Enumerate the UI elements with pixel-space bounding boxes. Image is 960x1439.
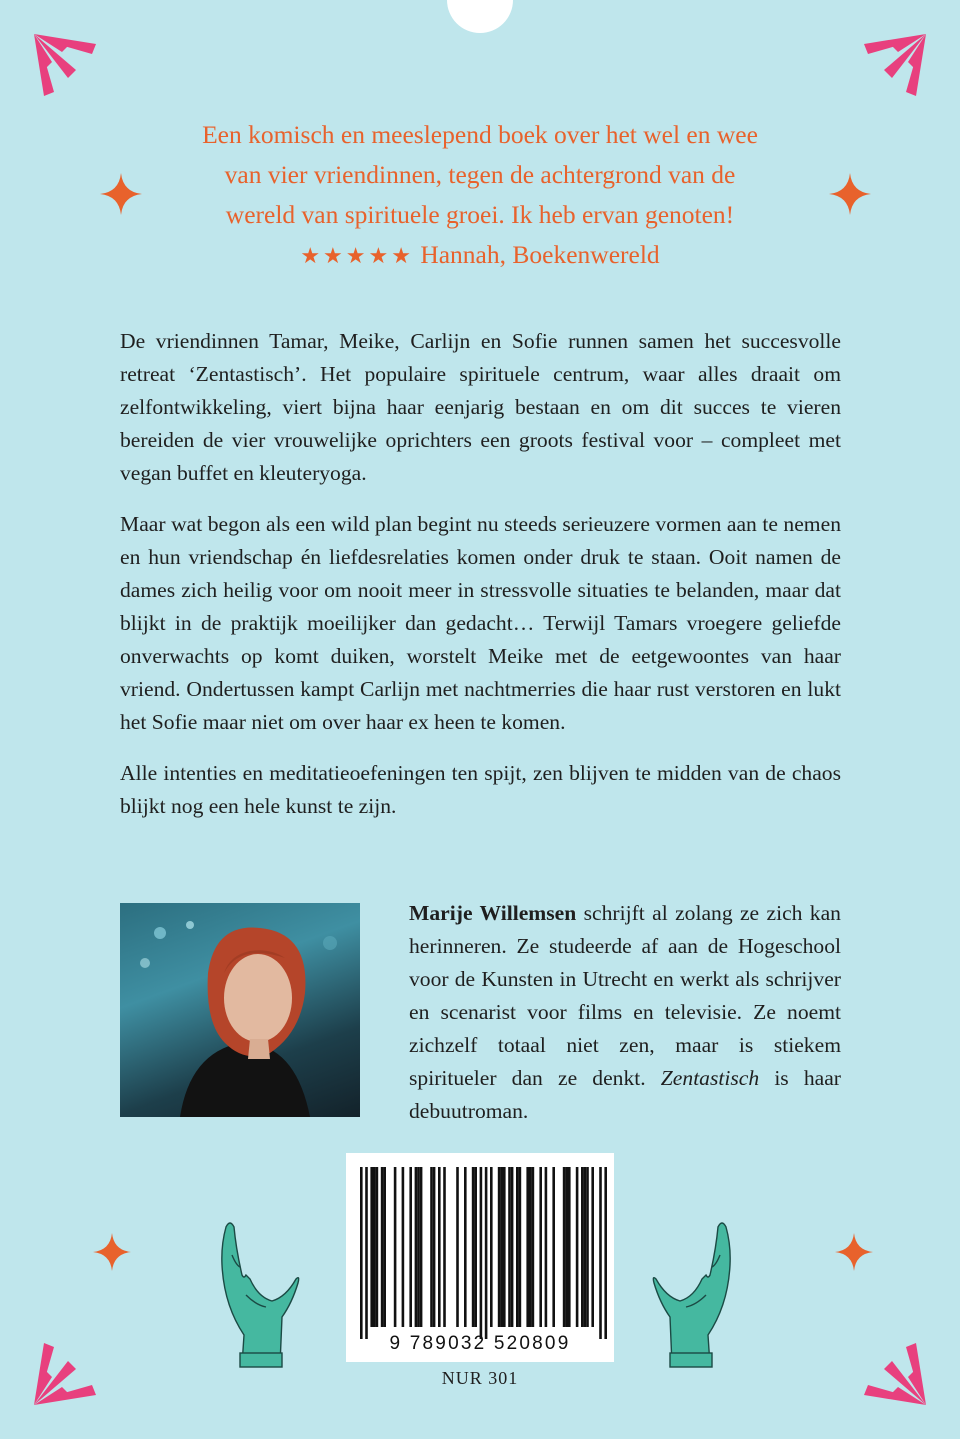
barcode-bar xyxy=(420,1167,423,1327)
barcode-bar xyxy=(599,1167,602,1339)
barcode-bar xyxy=(443,1167,446,1327)
barcode-bar xyxy=(438,1167,441,1327)
open-hand-icon-left xyxy=(212,1205,300,1370)
barcode-bar xyxy=(417,1167,420,1327)
barcode-bar xyxy=(591,1167,594,1327)
author-photo xyxy=(120,903,360,1117)
star-rating: ★★★★★ xyxy=(300,243,414,268)
blurb-paragraph-2: Maar wat begon als een wild plan begint nu steeds serieuzere vormen aan te nemen en hun vriendschap én liefdesrelaties komen onder druk te staan. Ooit namen de dames zich heilig voor om nooit meer in stressvolle situaties te belanden, maar dat blijkt in de praktijk moeilijker dan gedacht… Terwijl Tamars vroegere geliefde onverwachts op komt duiken, worstelt Meike met de eetgewoontes van haar vriend. Ondertussen kampt Carlijn met nachtmerries die haar rust verstoren en lukt het Sofie maar niet om over haar ex heen te komen. xyxy=(120,512,841,734)
barcode-bar xyxy=(376,1167,379,1327)
barcode-bar xyxy=(456,1167,459,1327)
blurb-paragraph-3: Alle intenties en meditatieoefeningen ten spijt, zen blijven te midden van de chaos blijkt nog een hele kunst te zijn. xyxy=(120,761,841,818)
author-bio-ending: is haar debuutroman. xyxy=(409,1066,841,1123)
barcode-bar xyxy=(464,1167,467,1327)
barcode-bar xyxy=(370,1167,373,1327)
barcode-bars xyxy=(346,1153,614,1362)
barcode-bar xyxy=(472,1167,475,1327)
barcode-bar xyxy=(490,1167,493,1327)
barcode-bar xyxy=(485,1167,488,1339)
four-point-star-icon-bottom-right xyxy=(835,1233,873,1271)
quote-line-2: van vier vriendinnen, tegen de achtergrond van de xyxy=(224,160,736,189)
barcode-bar xyxy=(415,1167,418,1327)
book-title: Zentastisch xyxy=(660,1066,760,1090)
book-blurb xyxy=(120,325,841,841)
barcode-bar xyxy=(381,1167,384,1327)
barcode-bar xyxy=(433,1167,436,1327)
author-bio xyxy=(409,897,841,1128)
barcode-bar xyxy=(565,1167,568,1327)
barcode-bar xyxy=(503,1167,506,1327)
quote-attribution-line xyxy=(120,235,840,276)
barcode-bar xyxy=(402,1167,405,1327)
hang-tab-notch xyxy=(447,0,513,33)
barcode-bar xyxy=(584,1167,587,1327)
open-hand-icon-right xyxy=(652,1205,740,1370)
barcode-bar xyxy=(409,1167,412,1327)
barcode-bar xyxy=(576,1167,579,1327)
author-bio-text: schrijft al zolang ze zich kan herinneren. Ze studeerde af aan de Hogeschool voor de Kunsten in Utrecht en werkt als schrijver en scenarist voor films en televisie. Ze noemt zichzelf totaal niet zen, maar is stiekem spiritueler dan ze denkt. xyxy=(409,901,841,1090)
barcode-bar xyxy=(519,1167,522,1327)
barcode-bar xyxy=(498,1167,501,1327)
barcode-bar xyxy=(508,1167,511,1327)
starburst-icon-bottom-left xyxy=(30,1339,100,1409)
starburst-icon-top-right xyxy=(860,30,930,100)
barcode-bar xyxy=(526,1167,529,1327)
barcode-bar xyxy=(430,1167,433,1327)
barcode-bar xyxy=(539,1167,542,1327)
barcode-bar xyxy=(500,1167,503,1327)
author-name: Marije Willemsen xyxy=(409,901,577,925)
barcode-bar xyxy=(552,1167,555,1327)
barcode-bar xyxy=(532,1167,535,1327)
barcode-bar xyxy=(394,1167,397,1327)
four-point-star-icon-bottom-left xyxy=(93,1233,131,1271)
barcode-bar xyxy=(383,1167,386,1327)
barcode-bar xyxy=(516,1167,519,1327)
barcode-bar xyxy=(480,1167,483,1339)
barcode-bar xyxy=(545,1167,548,1327)
blurb-paragraph-1: De vriendinnen Tamar, Meike, Carlijn en Sofie runnen samen het succesvolle retreat ‘Zentastisch’. Het populaire spirituele centrum, waar alles draait om zelfontwikkeling, viert bijna haar eenjarig bestaan en om dit succes te vieren bereiden de vier vrouwelijke oprichters een groots festival voor – compleet met vegan buffet en kleuteryoga. xyxy=(120,329,841,485)
barcode-bar xyxy=(474,1167,477,1327)
barcode-bar xyxy=(360,1167,363,1339)
nur-code: NUR 301 xyxy=(441,1368,519,1388)
quote-line-3: wereld van spirituele groei. Ik heb ervan genoten! xyxy=(225,200,735,229)
starburst-icon-bottom-right xyxy=(860,1339,930,1409)
quote-attribution: Hannah, Boekenwereld xyxy=(420,240,660,269)
isbn-number: 9 789032 520809 xyxy=(389,1333,571,1354)
barcode-bar xyxy=(568,1167,571,1327)
barcode-bar xyxy=(511,1167,514,1327)
barcode-bar xyxy=(373,1167,376,1327)
starburst-icon-top-left xyxy=(30,30,100,100)
barcode-bar xyxy=(529,1167,532,1327)
barcode-bar xyxy=(365,1167,368,1339)
barcode-bar xyxy=(563,1167,566,1327)
barcode-bar xyxy=(581,1167,584,1327)
barcode xyxy=(346,1153,614,1362)
barcode-bar xyxy=(604,1167,607,1339)
quote-line-1: Een komisch en meeslepend boek over het wel en wee xyxy=(202,120,758,149)
review-quote xyxy=(120,115,840,276)
barcode-bar xyxy=(586,1167,589,1327)
